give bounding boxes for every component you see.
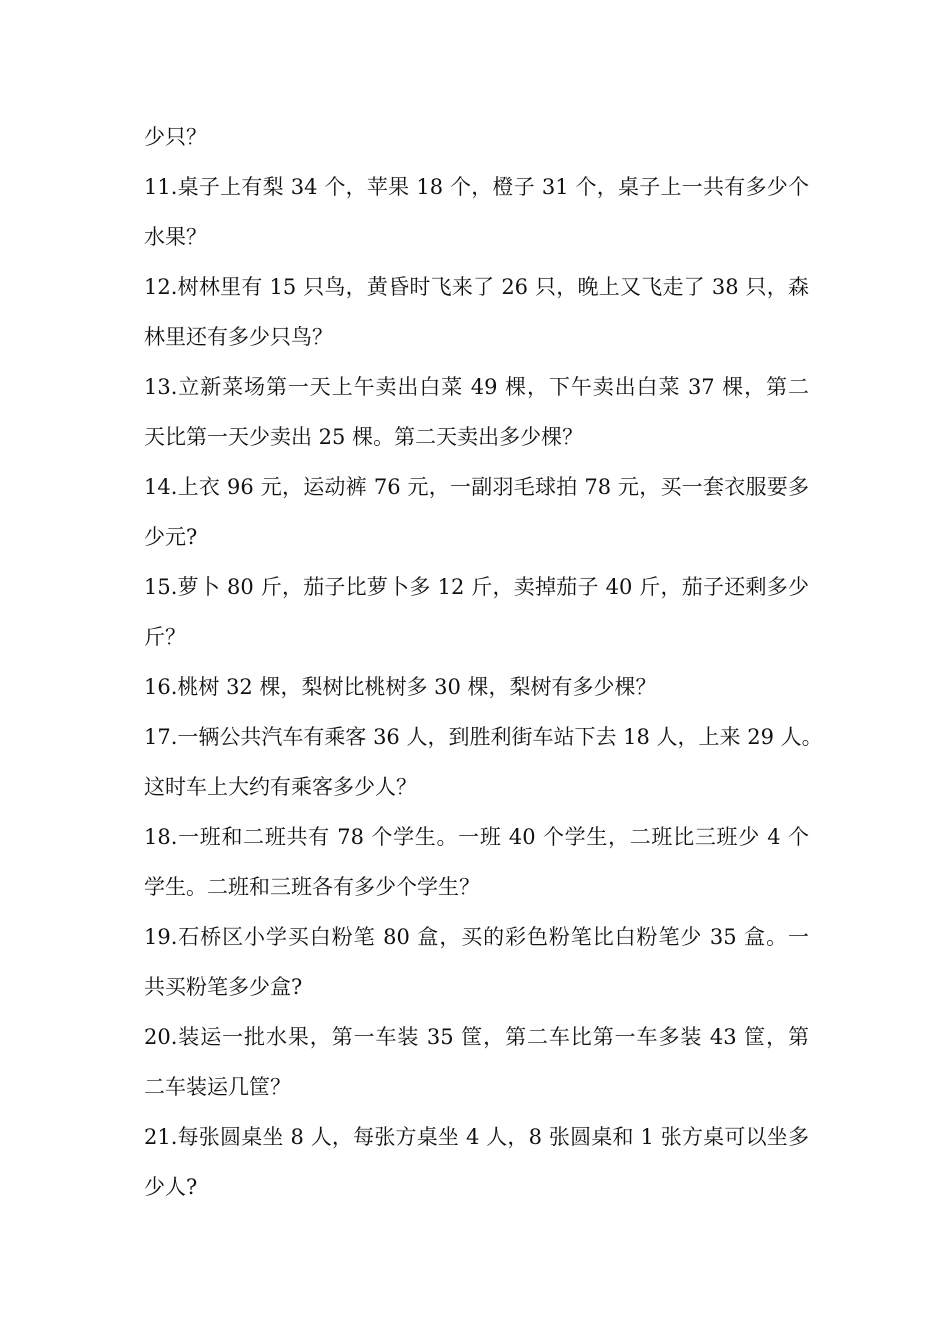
text-line: 共买粉笔多少盒? [144,975,303,999]
text-line: 这时车上大约有乘客多少人？ [144,775,417,799]
text-line: 学生。二班和三班各有多少个学生？ [144,875,480,899]
text-line: 12.树林里有 15 只鸟，黄昏时飞来了 26 只，晚上又飞走了 38 只，森 [144,275,809,299]
text-line: 二车装运几筐？ [144,1075,291,1099]
text-line: 21.每张圆桌坐 8 人，每张方桌坐 4 人，8 张圆桌和 1 张方桌可以坐多 [144,1125,809,1149]
text-line: 少元? [144,525,198,549]
text-line: 少只？ [144,125,207,149]
text-line: 17.一辆公共汽车有乘客 36 人，到胜利街车站下去 18 人，上来 29 人。 [144,725,823,749]
text-line: 林里还有多少只鸟？ [144,325,333,349]
text-line: 16.桃树 32 棵，梨树比桃树多 30 棵，梨树有多少棵？ [144,675,657,699]
text-line: 天比第一天少卖出 25 棵。第二天卖出多少棵？ [144,425,584,449]
problem-list [144,112,823,1212]
text-line: 20.装运一批水果，第一车装 35 筐，第二车比第一车多装 43 筐，第 [144,1025,809,1049]
text-line: 14.上衣 96 元，运动裤 76 元，一副羽毛球拍 78 元，买一套衣服要多 [144,475,809,499]
text-line: 13.立新菜场第一天上午卖出白菜 49 棵，下午卖出白菜 37 棵，第二 [144,375,809,399]
text-line: 19.石桥区小学买白粉笔 80 盒，买的彩色粉笔比白粉笔少 35 盒。一 [144,925,809,949]
text-line: 斤？ [144,625,186,649]
text-line: 11.桌子上有梨 34 个，苹果 18 个，橙子 31 个，桌子上一共有多少个 [144,175,809,199]
text-line: 18.一班和二班共有 78 个学生。一班 40 个学生，二班比三班少 4 个 [144,825,809,849]
text-line: 少人? [144,1175,198,1199]
text-line: 15.萝卜 80 斤，茄子比萝卜多 12 斤，卖掉茄子 40 斤，茄子还剩多少 [144,575,809,599]
text-line: 水果？ [144,225,207,249]
